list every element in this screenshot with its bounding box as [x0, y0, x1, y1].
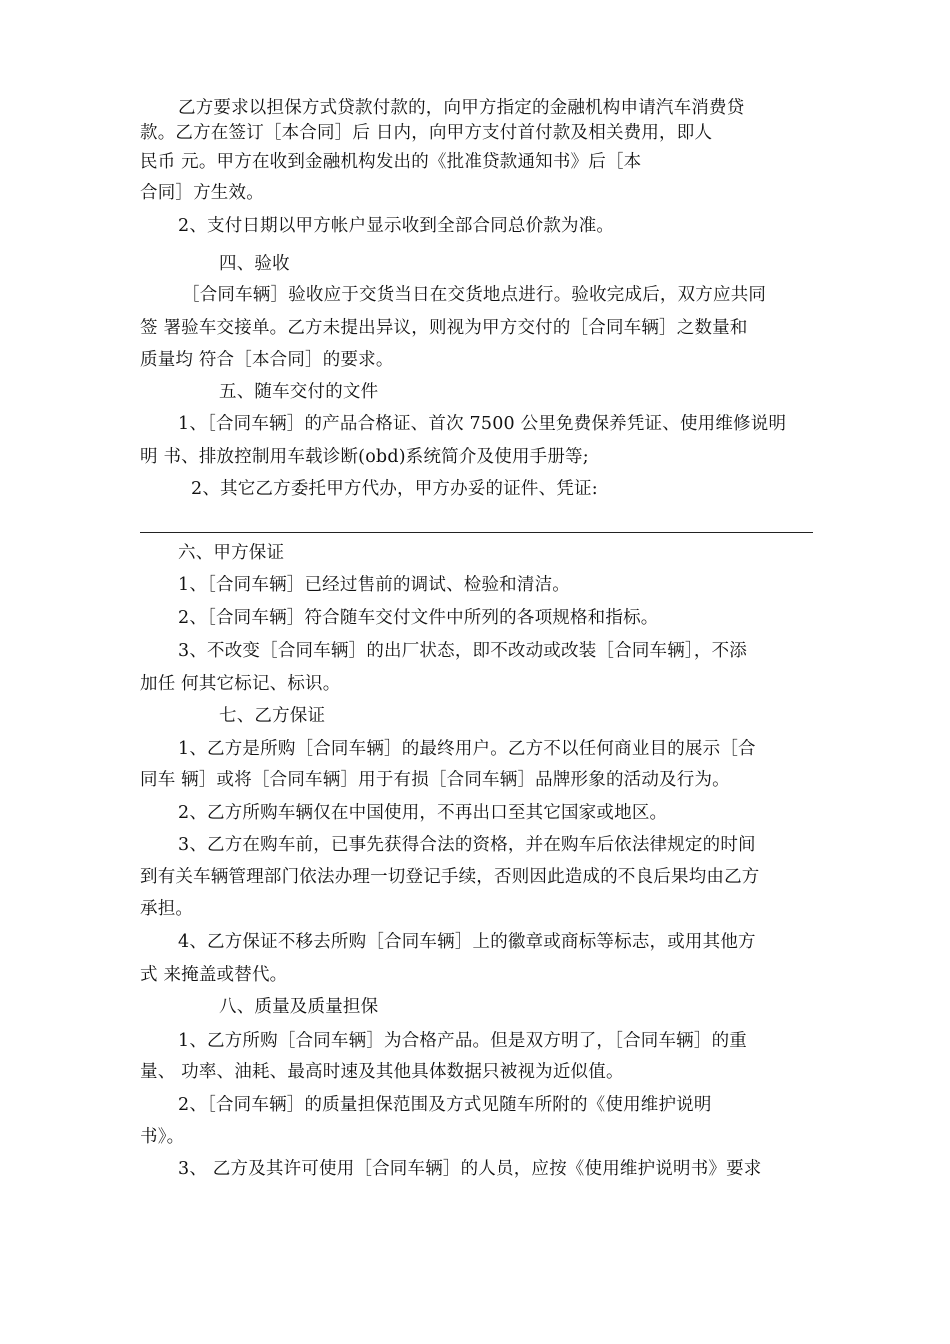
text-line: 3、 乙方及其许可使用［合同车辆］的人员，应按《使用维护说明书》要求	[178, 1159, 762, 1179]
text-line: 1、［合同车辆］的产品合格证、首次 7500 公里免费保养凭证、使用维修说明	[178, 414, 787, 434]
section-heading: 六、甲方保证	[178, 543, 285, 563]
text-line: 2、支付日期以甲方帐户显示收到全部合同总价款为准。	[178, 216, 615, 236]
text-line: ［合同车辆］验收应于交货当日在交货地点进行。验收完成后，双方应共同	[182, 285, 767, 305]
text-line: 3、乙方在购车前，已事先获得合法的资格，并在购车后依法律规定的时间	[178, 835, 756, 855]
section-heading: 七、乙方保证	[219, 706, 326, 726]
section-heading: 五、随车交付的文件	[219, 382, 379, 402]
text-line: 量、 功率、油耗、最高时速及其他具体数据只被视为近似值。	[140, 1062, 624, 1082]
section-heading: 八、质量及质量担保	[219, 997, 379, 1017]
text-line: 签 署验车交接单。乙方未提出异议，则视为甲方交付的［合同车辆］之数量和	[140, 318, 748, 338]
section-heading: 四、验收	[219, 254, 290, 274]
text-line: 书》。	[140, 1127, 185, 1147]
text-line: 明 书、排放控制用车载诊断(obd)系统简介及使用手册等;	[140, 447, 589, 467]
fill-in-underline	[140, 532, 813, 533]
text-line: 加任 何其它标记、标识。	[140, 674, 341, 694]
text-line: 质量均 符合［本合同］的要求。	[140, 350, 394, 370]
text-line: 1、［合同车辆］已经过售前的调试、检验和清洁。	[178, 575, 570, 595]
text-line: 2、其它乙方委托甲方代办，甲方办妥的证件、凭证:	[191, 479, 598, 499]
text-line: 2、［合同车辆］符合随车交付文件中所列的各项规格和指标。	[178, 608, 659, 628]
text-line: 4、乙方保证不移去所购［合同车辆］上的徽章或商标等标志，或用其他方	[178, 932, 756, 952]
text-line: 式 来掩盖或替代。	[140, 965, 288, 985]
text-line: 3、不改变［合同车辆］的出厂状态，即不改动或改装［合同车辆］，不添	[178, 641, 747, 661]
text-line: 款。乙方在签订［本合同］后 日内，向甲方支付首付款及相关费用，即人	[140, 123, 713, 143]
text-line: 乙方要求以担保方式贷款付款的，向甲方指定的金融机构申请汽车消费贷	[178, 98, 745, 118]
text-line: 到有关车辆管理部门依法办理一切登记手续，否则因此造成的不良后果均由乙方	[140, 867, 760, 887]
text-line: 2、乙方所购车辆仅在中国使用，不再出口至其它国家或地区。	[178, 803, 668, 823]
text-line: 1、乙方是所购［合同车辆］的最终用户。乙方不以任何商业目的展示［合	[178, 739, 756, 759]
text-line: 2、［合同车辆］的质量担保范围及方式见随车所附的《使用维护说明	[178, 1095, 712, 1115]
text-line: 1、乙方所购［合同车辆］为合格产品。但是双方明了，［合同车辆］的重	[178, 1031, 747, 1051]
text-line: 同车 辆］或将［合同车辆］用于有损［合同车辆］品牌形象的活动及行为。	[140, 770, 730, 790]
text-line: 合同］方生效。	[140, 183, 264, 203]
text-line: 承担。	[140, 899, 194, 919]
text-line: 民币 元。甲方在收到金融机构发出的《批准贷款通知书》后［本	[140, 152, 642, 172]
